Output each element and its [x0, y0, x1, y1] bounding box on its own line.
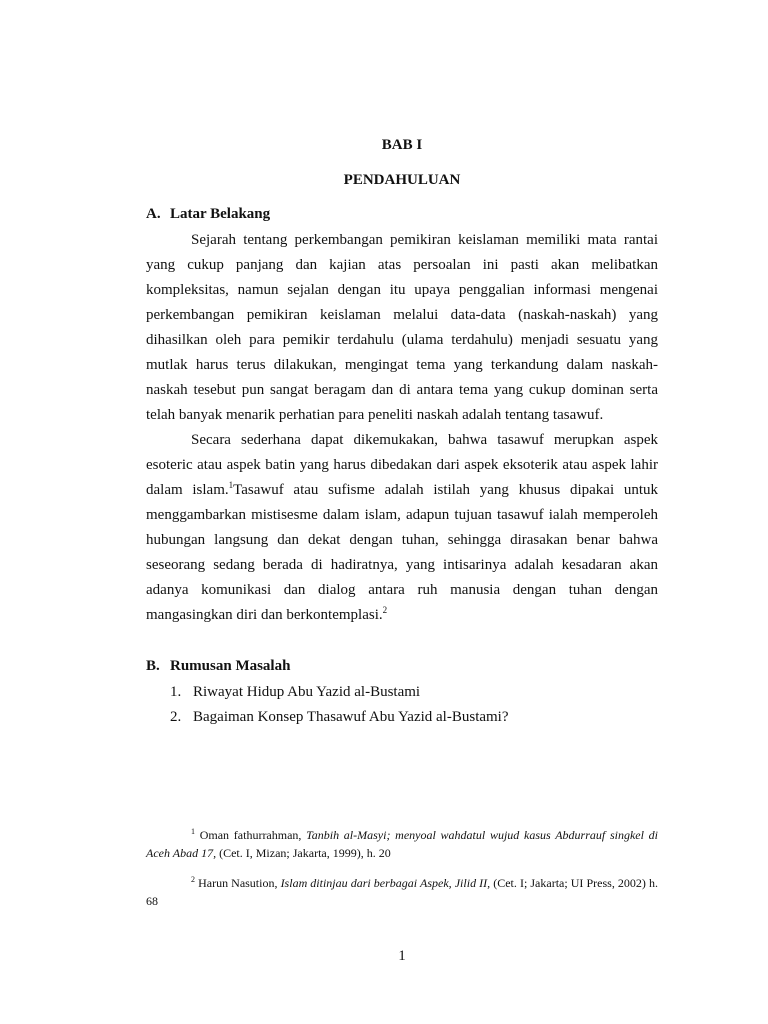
section-a-heading — [146, 206, 270, 223]
section-b-number: B. — [146, 658, 160, 674]
problem-list — [146, 680, 658, 730]
footnote-1-mark: 1 — [191, 827, 195, 836]
list-item — [146, 705, 658, 730]
footnote-1-author: Oman fathurrahman, — [195, 828, 307, 842]
paragraph-2-part-2: Tasawuf atau sufisme adalah istilah yang khusus dipakai untuk menggambarkan mistisesme dalam islam, adapun tujuan tasawuf ialah memperoleh hubungan langsung dan dekat dengan tuhan, sehingga dirasakan benar bahwa seseorang sedang berada di hadiratnya, yang intisarinya adalah kesadaran akan adanya komunikasi dan dialog antara ruh manusia dengan tuhan dengan mangasingkan diri dan berkontemplasi. — [146, 482, 658, 623]
paragraph-2-part-1: Secara sederhana dapat dikemukakan, bahwa tasawuf merupkan aspek esoteric atau aspek batin yang harus dibedakan dari aspek eksoterik atau aspek lahir dalam islam. — [146, 432, 658, 498]
footnote-2 — [146, 874, 658, 910]
page-number: 1 — [398, 948, 406, 964]
footnote-2-title: Islam ditinjau dari berbagai Aspek, Jilid II, — [280, 876, 491, 890]
list-item-number: 1. — [170, 684, 182, 700]
section-a-title: Latar Belakang — [170, 206, 271, 222]
footnote-2-mark: 2 — [191, 875, 195, 884]
footnote-2-details: (Cet. I; Jakarta; UI Press, 2002) h. 68 — [146, 876, 658, 908]
section-b-title: Rumusan Masalah — [170, 658, 291, 674]
footnote-1 — [146, 826, 658, 862]
list-item-text: Riwayat Hidup Abu Yazid al-Bustami — [193, 684, 421, 700]
section-a-number: A. — [146, 206, 161, 222]
list-item — [146, 680, 658, 705]
paragraph-1: Sejarah tentang perkembangan pemikiran keislaman memiliki mata rantai yang cukup panjang dan kajian atas persoalan ini pasti akan melibatkan kompleksitas, namun sejalan dengan itu upaya penggalian informasi mengenai perkembangan pemikiran keislaman melalui data-data (naskah-naskah) yang dihasilkan oleh para pemikir terdahulu (ulama terdahulu) menjadi sesuatu yang mutlak harus terus dilakukan, mengingat tema yang terkandung dalam naskah-naskah tesebut pun sangat beragam dan di antara tema yang cukup dominan serta telah banyak menarik perhatian para peneliti naskah adalah tentang tasawuf. — [146, 232, 658, 423]
list-item-text: Bagaiman Konsep Thasawuf Abu Yazid al-Bustami? — [193, 709, 509, 725]
footnote-2-author: Harun Nasution, — [195, 876, 281, 890]
footnote-ref-2[interactable]: 2 — [382, 605, 388, 615]
footnote-ref-1[interactable]: 1 — [228, 480, 234, 490]
section-b-heading — [146, 658, 290, 675]
list-item-number: 2. — [170, 709, 182, 725]
footnote-1-title: Tanbih al-Masyi; menyoal wahdatul wujud kasus Abdurrauf singkel di Aceh Abad 17, — [146, 828, 658, 860]
chapter-label: BAB I — [381, 137, 423, 153]
paragraph-2 — [146, 428, 658, 628]
chapter-title: PENDAHULUAN — [343, 172, 461, 188]
footnote-1-details: (Cet. I, Mizan; Jakarta, 1999), h. 20 — [216, 846, 391, 860]
